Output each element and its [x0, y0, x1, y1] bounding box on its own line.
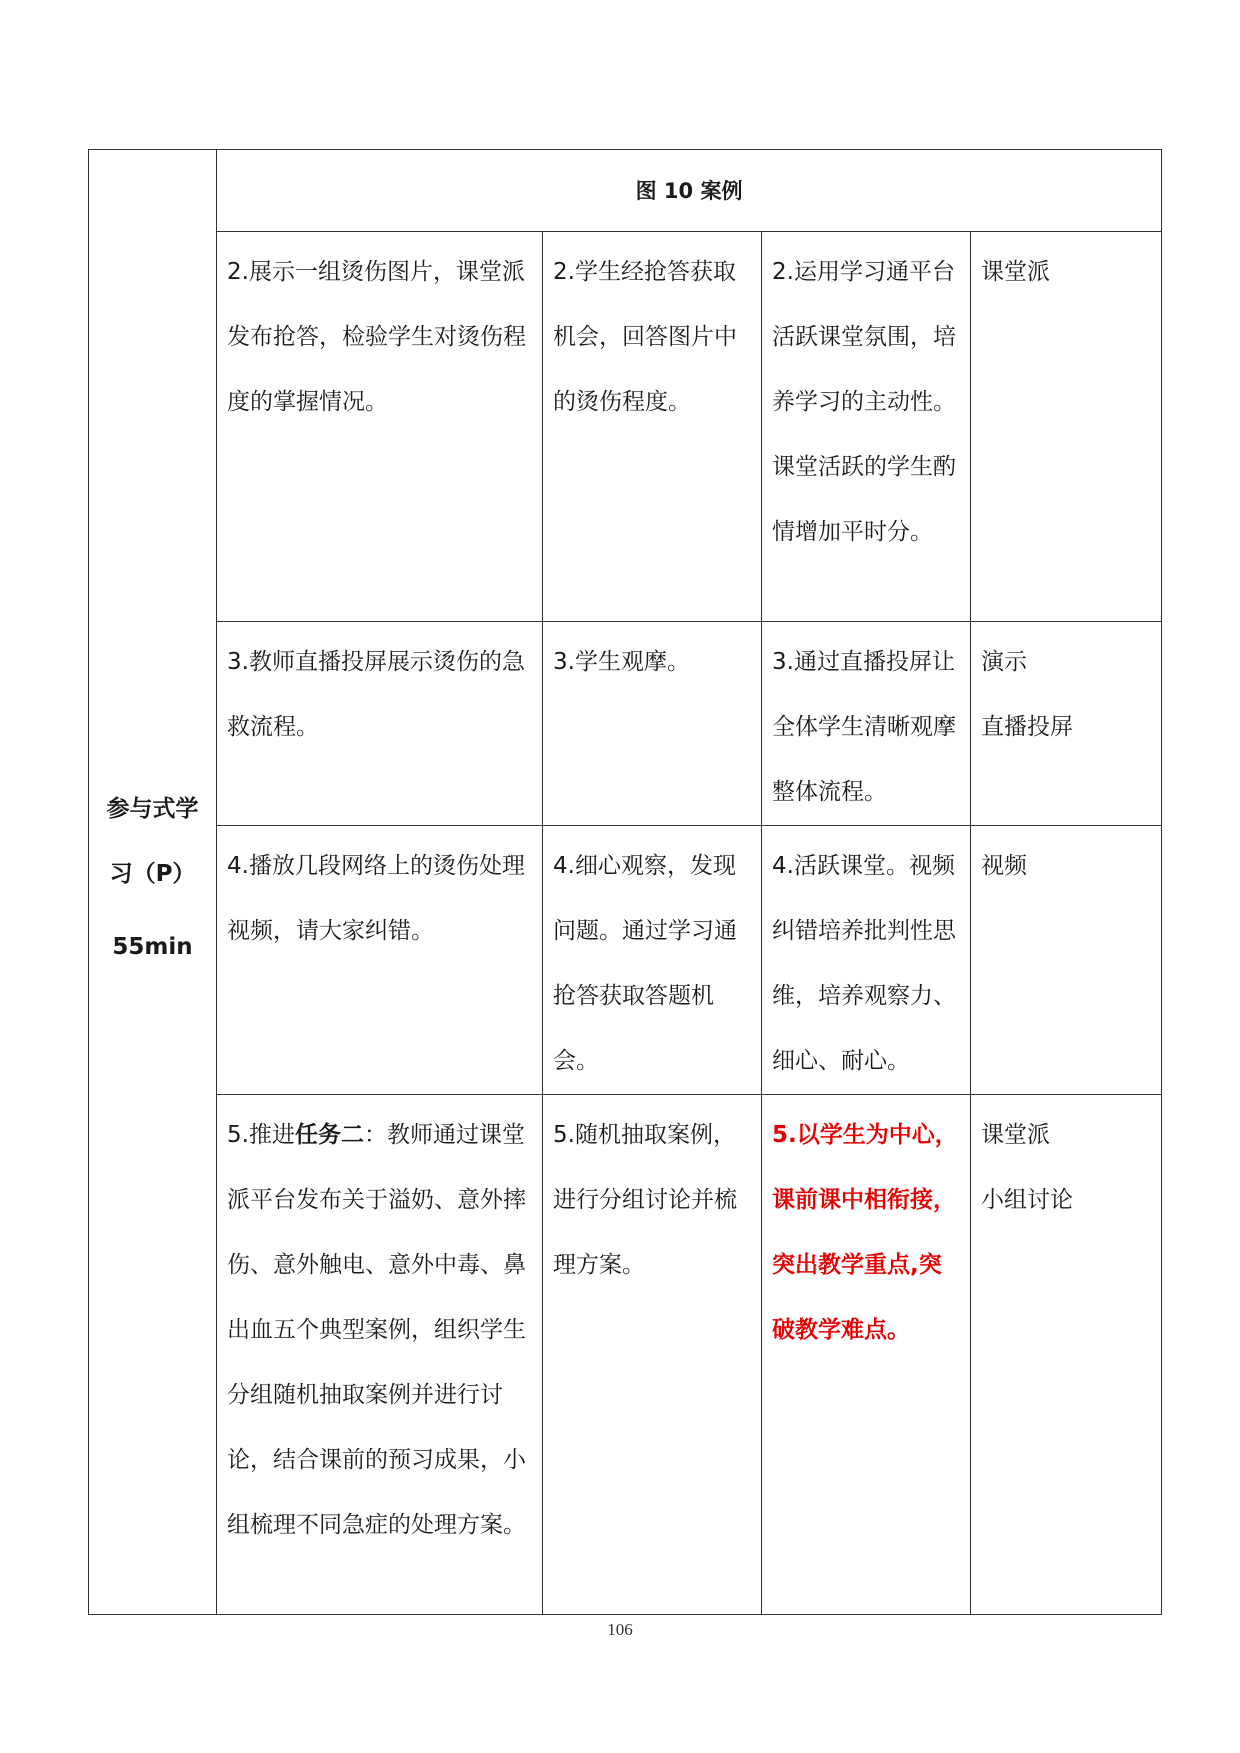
design-intent-cell: 4.活跃课堂。视频纠错培养批判性思维，培养观察力、细心、耐心。	[762, 826, 971, 1095]
resource-cell	[971, 826, 1162, 1095]
page-number: 106	[607, 1620, 633, 1639]
task-two-label: 任务二	[294, 1122, 364, 1148]
table-row	[89, 232, 1162, 622]
section-duration: 55min	[112, 934, 193, 960]
section-label-cell	[89, 150, 217, 1615]
resource-item: 课堂派	[981, 1122, 1050, 1148]
task-prefix: 5.推进	[227, 1122, 295, 1148]
teacher-activity-cell: 4.播放几段网络上的烫伤处理视频，请大家纠错。	[217, 826, 543, 1095]
resource-item: 视频	[981, 853, 1027, 879]
student-activity-cell: 3.学生观摩。	[543, 622, 762, 826]
task-description: ：教师通过课堂派平台发布关于溢奶、意外摔伤、意外触电、意外中毒、鼻出血五个典型案例，组织学生分组随机抽取案例并进行讨论，结合课前的预习成果，小组梳理不同急症的处理方案。	[227, 1122, 526, 1538]
table-row	[89, 1095, 1162, 1615]
emphasized-intent: 5.以学生为中心，课前课中相衔接，突出教学重点,突破教学难点。	[772, 1122, 958, 1343]
teacher-activity-cell: 3.教师直播投屏展示烫伤的急救流程。	[217, 622, 543, 826]
lesson-plan-table	[88, 149, 1162, 1615]
design-intent-cell	[762, 1095, 971, 1615]
student-activity-cell: 5.随机抽取案例，进行分组讨论并梳理方案。	[543, 1095, 762, 1615]
section-title-line2: 习（P）	[109, 861, 196, 887]
design-intent-cell: 3.通过直播投屏让全体学生清晰观摩整体流程。	[762, 622, 971, 826]
student-activity-cell: 4.细心观察，发现问题。通过学习通抢答获取答题机会。	[543, 826, 762, 1095]
teacher-activity-cell: 2.展示一组烫伤图片，课堂派发布抢答，检验学生对烫伤程度的掌握情况。	[217, 232, 543, 622]
section-title-line1: 参与式学	[106, 796, 199, 822]
resource-item: 直播投屏	[981, 714, 1073, 740]
resource-cell	[971, 1095, 1162, 1615]
figure-caption-row	[89, 150, 1162, 232]
resource-item: 课堂派	[981, 259, 1050, 285]
resource-item: 演示	[981, 649, 1027, 675]
resource-item: 小组讨论	[981, 1187, 1073, 1213]
teacher-activity-cell	[217, 1095, 543, 1615]
table-row	[89, 622, 1162, 826]
figure-caption: 图 10 案例	[217, 150, 1162, 232]
table-row	[89, 826, 1162, 1095]
resource-cell	[971, 622, 1162, 826]
design-intent-cell: 2.运用学习通平台活跃课堂氛围，培养学习的主动性。课堂活跃的学生酌情增加平时分。	[762, 232, 971, 622]
student-activity-cell: 2.学生经抢答获取机会，回答图片中的烫伤程度。	[543, 232, 762, 622]
resource-cell	[971, 232, 1162, 622]
